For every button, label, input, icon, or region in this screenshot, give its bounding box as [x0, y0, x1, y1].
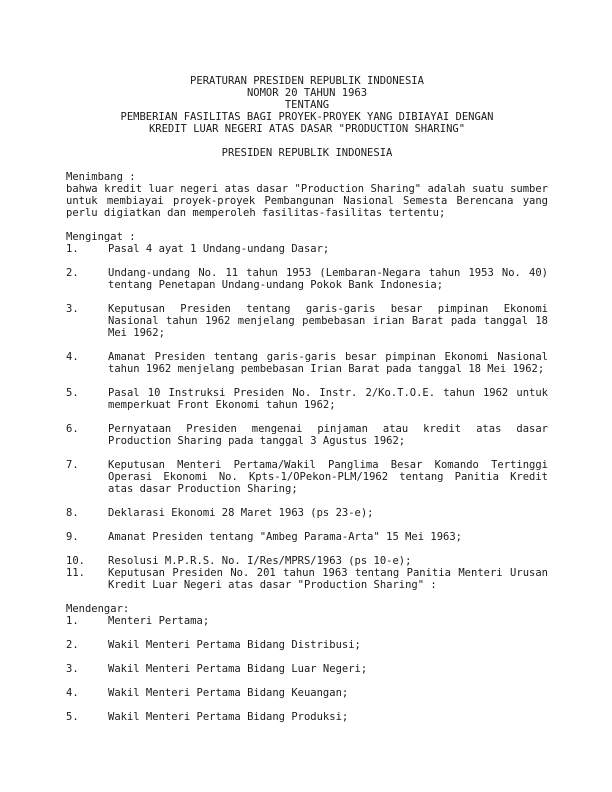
item-number: 4. — [66, 351, 79, 363]
item-number: 9. — [66, 531, 79, 543]
document-content — [66, 75, 548, 723]
mengingat-item-1 — [66, 243, 548, 255]
item-number: 6. — [66, 423, 79, 435]
mengingat-item-3 — [66, 303, 548, 339]
item-number: 1. — [66, 615, 79, 627]
item-text: Wakil Menteri Pertama Bidang Produksi; — [108, 711, 349, 723]
mendengar-item-5 — [66, 711, 548, 723]
item-number: 5. — [66, 387, 79, 399]
item-number: 2. — [66, 267, 79, 279]
item-number: 5. — [66, 711, 79, 723]
item-number: 1. — [66, 243, 79, 255]
item-number: 4. — [66, 687, 79, 699]
item-number: 3. — [66, 303, 79, 315]
mengingat-item-6 — [66, 423, 548, 447]
item-text: Amanat Presiden tentang "Ambeg Parama-Arta" 15 Mei 1963; — [108, 531, 463, 543]
mengingat-item-8 — [66, 507, 548, 519]
item-number: 3. — [66, 663, 79, 675]
item-number: 8. — [66, 507, 79, 519]
issuing-authority: PRESIDEN REPUBLIK INDONESIA — [221, 147, 393, 159]
mengingat-item-11 — [66, 567, 548, 591]
mendengar-item-2 — [66, 639, 548, 651]
item-text: Keputusan Menteri Pertama/Wakil Panglima Besar Komando Tertinggi Operasi Ekonomi No. Kpts-1/OPekon-PLM/1962 tentang Panitia Kredit atas dasar Production Sharing; — [108, 459, 548, 495]
menimbang-label: Menimbang : — [66, 171, 136, 183]
item-number: 2. — [66, 639, 79, 651]
item-text: Wakil Menteri Pertama Bidang Distribusi; — [108, 639, 361, 651]
mengingat-item-4 — [66, 351, 548, 375]
title-line-regulation: PERATURAN PRESIDEN REPUBLIK INDONESIA — [190, 75, 424, 87]
item-number: 10. — [66, 555, 85, 567]
mendengar-item-4 — [66, 687, 548, 699]
mendengar-item-1 — [66, 615, 548, 627]
item-text: Wakil Menteri Pertama Bidang Luar Negeri; — [108, 663, 368, 675]
title-line-subject-1: PEMBERIAN FASILITAS BAGI PROYEK-PROYEK YANG DIBIAYAI DENGAN — [120, 111, 494, 123]
item-text: Keputusan Presiden tentang garis-garis besar pimpinan Ekonomi Nasional tahun 1962 menjelang pembebasan irian Barat pada tanggal 18 Mei 1962; — [108, 303, 548, 339]
item-text: Resolusi M.P.R.S. No. I/Res/MPRS/1963 (ps 10-e); — [108, 555, 412, 567]
mengingat-item-9 — [66, 531, 548, 543]
menimbang-body: bahwa kredit luar negeri atas dasar "Production Sharing" adalah suatu sumber untuk membiayai proyek-proyek Pembangunan Nasional Semesta Berencana yang perlu digiatkan dan memperoleh fasilitas-fasilitas tertentu; — [66, 183, 548, 219]
mengingat-item-5 — [66, 387, 548, 411]
item-text: Deklarasi Ekonomi 28 Maret 1963 (ps 23-e); — [108, 507, 374, 519]
item-text: Wakil Menteri Pertama Bidang Keuangan; — [108, 687, 349, 699]
title-line-tentang: TENTANG — [284, 99, 330, 111]
item-number: 7. — [66, 459, 79, 471]
item-number: 11. — [66, 567, 85, 579]
item-text: Amanat Presiden tentang garis-garis besar pimpinan Ekonomi Nasional tahun 1962 menjelang pembebasan Irian Barat pada tanggal 18 Mei 1962; — [108, 351, 548, 375]
item-text: Keputusan Presiden No. 201 tahun 1963 tentang Panitia Menteri Urusan Kredit Luar Negeri atas dasar "Production Sharing" : — [108, 567, 548, 591]
title-line-number: NOMOR 20 TAHUN 1963 — [246, 87, 368, 99]
item-text: Undang-undang No. 11 tahun 1953 (Lembaran-Negara tahun 1953 No. 40) tentang Penetapan Undang-undang Pokok Bank Indonesia; — [108, 267, 548, 291]
mendengar-label: Mendengar: — [66, 603, 130, 615]
item-text: Pasal 10 Instruksi Presiden No. Instr. 2/Ko.T.O.E. tahun 1962 untuk memperkuat Front Ekonomi tahun 1962; — [108, 387, 548, 411]
mengingat-item-2 — [66, 267, 548, 291]
mengingat-label: Mengingat : — [66, 231, 136, 243]
mengingat-item-7 — [66, 459, 548, 495]
item-text: Menteri Pertama; — [108, 615, 210, 627]
item-text: Pasal 4 ayat 1 Undang-undang Dasar; — [108, 243, 330, 255]
item-text: Pernyataan Presiden mengenai pinjaman atau kredit atas dasar Production Sharing pada tanggal 3 Agustus 1962; — [108, 423, 548, 447]
mengingat-item-10 — [66, 555, 548, 567]
document-title-block — [66, 75, 548, 135]
mendengar-item-3 — [66, 663, 548, 675]
title-line-subject-2: KREDIT LUAR NEGERI ATAS DASAR "PRODUCTION SHARING" — [148, 123, 466, 135]
